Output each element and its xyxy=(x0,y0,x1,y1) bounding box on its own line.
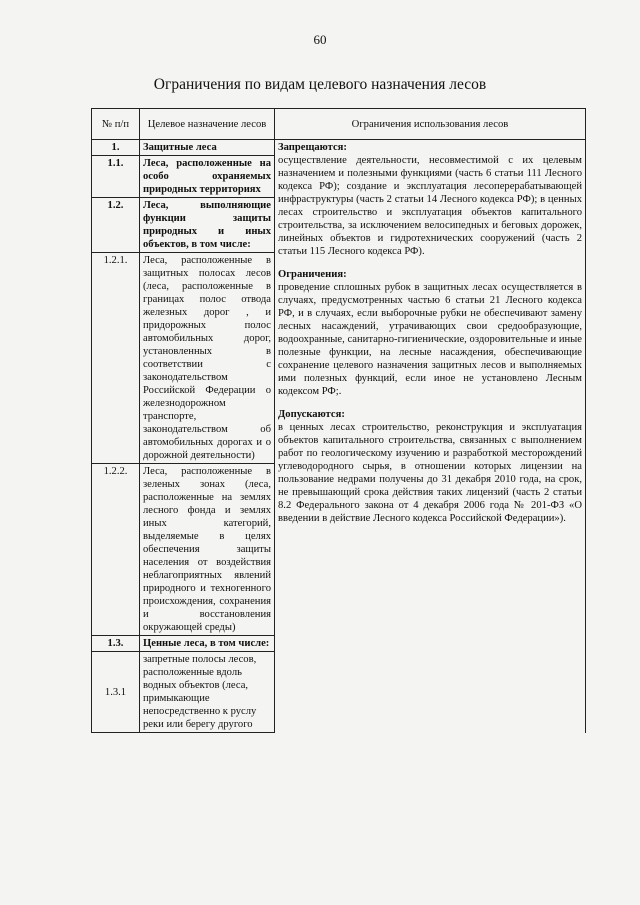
row-num: 1.3.1 xyxy=(92,652,140,733)
row-num: 1.2.2. xyxy=(92,464,140,636)
header-num: № п/п xyxy=(92,109,140,140)
table-header-row xyxy=(92,109,586,140)
prohibited-label: Запрещаются: xyxy=(278,142,347,153)
table-row xyxy=(92,140,586,156)
document-title: Ограничения по видам целевого назначения лесов xyxy=(153,76,487,93)
limits-text: проведение сплошных рубок в защитных лесах осуществляется в случаях, предусмотренных частью 6 статьи 21 Лесного кодекса РФ, и в случаях, если выборочные рубки не обеспечивают замену лесных насаждений, утрачивающих свои средообразующие, водоохранные, санитарно-гигиенические, оздоровительные и иные полезные функции, на лесные насаждения, обеспечивающие сохранение целевого назначения защитных лесов и выполняемых ими полезных функций, если иное не установлено Лесным кодексом РФ;. xyxy=(278,282,582,397)
row-num: 1. xyxy=(92,140,140,156)
row-num: 1.2. xyxy=(92,198,140,253)
limits-label: Ограничения: xyxy=(278,269,347,280)
row-label: Леса, выполняющие функции защиты природных и иных объектов, в том числе: xyxy=(140,198,275,253)
prohibited-text: осуществление деятельности, несовместимой с их целевым назначением и полезными функциями (часть 6 статьи 111 Лесного кодекса РФ); создание и эксплуатация лесоперерабатывающей инфраструктуры (часть 2 статьи 14 Лесного кодекса РФ); в ценных лесах строительство и эксплуатация объектов капитального строительства, за исключением велосипедных и беговых дорожек, линейных объектов и гидротехнических сооружений (часть 2 статьи 115 Лесного кодекса РФ). xyxy=(278,155,582,257)
row-num: 1.1. xyxy=(92,156,140,198)
header-purpose: Целевое назначение лесов xyxy=(140,109,275,140)
row-label: Леса, расположенные в зеленых зонах (леса, расположенные на землях лесного фонда и землях иных категорий, выделяемые в целях обеспечения защиты населения от воздействия неблагоприятных явлений природного и техногенного происхождения, сохранения и восстановления окружающей среды) xyxy=(140,464,275,636)
row-label: Леса, расположенные в защитных полосах лесов (леса, расположенные в границах полос отвода железных дорог , и придорожных полос автомобильных дорог, установленных в соответствии с законодательством Российской Федерации о железнодорожном транспорте, законодательством об автомобильных дорогах и о дорожной деятельности) xyxy=(140,253,275,464)
restrictions-table xyxy=(91,108,586,733)
page-number: 60 xyxy=(313,32,327,47)
row-num: 1.2.1. xyxy=(92,253,140,464)
allowed-label: Допускаются: xyxy=(278,409,345,420)
row-label: Защитные леса xyxy=(140,140,275,156)
restrictions-cell xyxy=(275,140,586,733)
row-num: 1.3. xyxy=(92,636,140,652)
header-restrictions: Ограничения использования лесов xyxy=(275,109,586,140)
row-label: Леса, расположенные на особо охраняемых природных территориях xyxy=(140,156,275,198)
row-label: Ценные леса, в том числе: xyxy=(140,636,275,652)
allowed-text: в ценных лесах строительство, реконструкция и эксплуатация объектов капитального строительства, связанных с выполнением работ по геологическому изучению и разработкой месторождений углеводородного сырья, в отношении которых лицензии на пользование недрами получены до 31 декабря 2010 года, на срок, не превышающий срока действия таких лицензий (часть 2 статьи 8.2 Федерального закона от 4 декабря 2006 года № 201-ФЗ «О введении в действие Лесного кодекса Российской Федерации»). xyxy=(278,422,582,524)
row-label: запретные полосы лесов, расположенные вдоль водных объектов (леса, примыкающие непосредственно к руслу реки или берегу другого xyxy=(140,652,275,733)
